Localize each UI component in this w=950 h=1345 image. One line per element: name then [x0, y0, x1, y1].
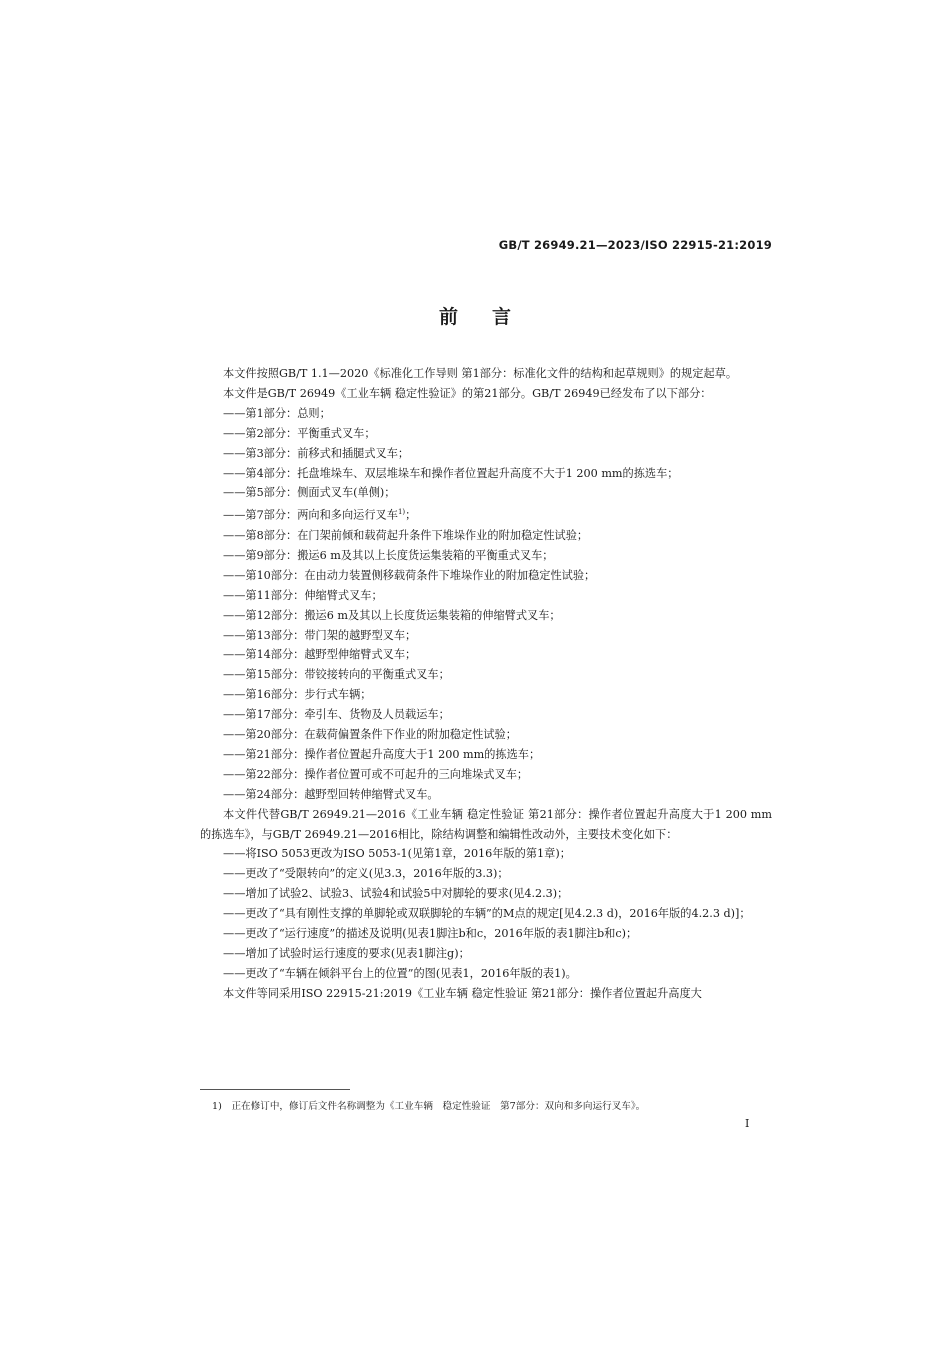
- list-item: ——第9部分：搬运6 m及其以上长度货运集装箱的平衡重式叉车；: [223, 548, 554, 562]
- standard-code-header: GB/T 26949.21—2023/ISO 22915-21:2019: [498, 238, 772, 252]
- list-item: ——第1部分：总则；: [223, 406, 331, 420]
- list-item: ——第5部分：侧面式叉车(单侧)；: [223, 486, 396, 500]
- list-item-text: ——第7部分：两向和多向运行叉车: [223, 509, 398, 523]
- list-item: ——第22部分：操作者位置可或不可起升的三向堆垛式叉车；: [223, 767, 529, 781]
- paragraph-replacement: 本文件代替GB/T 26949.21—2016《工业车辆 稳定性验证 第21部分：操作者位置起升高度大于1 200 mm的拣选车》，与GB/T 26949.21—2016相比，除结构调整和编辑性改动外，主要技术变化如下：: [200, 807, 772, 841]
- changes-list: [200, 844, 772, 983]
- list-item: ——第20部分：在载荷偏置条件下作业的附加稳定性试验；: [223, 728, 517, 742]
- list-item: ——第13部分：带门架的越野型叉车；: [223, 628, 417, 642]
- list-item: ——增加了试验2、试验3、试验4和试验5中对脚轮的要求(见4.2.3)；: [223, 887, 569, 901]
- list-item: ——第24部分：越野型回转伸缩臂式叉车。: [223, 787, 439, 801]
- page-title: 前言: [438, 306, 545, 328]
- list-item: ——第2部分：平衡重式叉车；: [223, 426, 376, 440]
- list-item: ——第21部分：操作者位置起升高度大于1 200 mm的拣选车；: [223, 747, 541, 761]
- list-item: [200, 503, 772, 526]
- list-item: ——更改了“车辆在倾斜平台上的位置”的图(见表1，2016年版的表1)。: [223, 966, 577, 980]
- list-item: ——增加了试验时运行速度的要求(见表1脚注g)；: [223, 947, 470, 961]
- list-item: ——第3部分：前移式和插腿式叉车；: [223, 446, 410, 460]
- list-item: ——将ISO 5053更改为ISO 5053-1(见第1章，2016年版的第1章)；: [223, 847, 571, 861]
- page-number: I: [745, 1117, 750, 1130]
- footnote-ref: 1): [397, 508, 406, 517]
- footnote-divider: [200, 1089, 350, 1090]
- list-item: ——第11部分：伸缩臂式叉车；: [223, 588, 383, 602]
- footnote: 1) 正在修订中，修订后文件名称调整为《工业车辆 稳定性验证 第7部分：双向和多向运行叉车》。: [212, 1101, 646, 1112]
- list-item: ——第12部分：搬运6 m及其以上长度货运集装箱的伸缩臂式叉车；: [223, 608, 561, 622]
- list-item: ——第15部分：带铰接转向的平衡重式叉车；: [223, 668, 450, 682]
- paragraph-series-intro: 本文件是GB/T 26949《工业车辆 稳定性验证》的第21部分。GB/T 26949已经发布了以下部分：: [223, 386, 712, 400]
- list-item: ——更改了“运行速度”的描述及说明(见表1脚注b和c，2016年版的表1脚注b和c)；: [223, 927, 638, 941]
- list-item: ——第14部分：越野型伸缩臂式叉车；: [223, 648, 417, 662]
- list-item: ——第10部分：在由动力装置侧移载荷条件下堆垛作业的附加稳定性试验；: [223, 568, 596, 582]
- list-item: ——第8部分：在门架前倾和载荷起升条件下堆垛作业的附加稳定性试验；: [223, 528, 589, 542]
- list-item: ——第17部分：牵引车、货物及人员载运车；: [223, 708, 450, 722]
- list-item: ——更改了“具有刚性支撑的单脚轮或双联脚轮的车辆”的M点的规定[见4.2.3 d)，2016年版的4.2.3 d)]；: [223, 907, 751, 921]
- paragraph-drafting-rules: 本文件按照GB/T 1.1—2020《标准化工作导则 第1部分：标准化文件的结构和起草规则》的规定起草。: [223, 367, 738, 380]
- parts-list: [200, 404, 772, 805]
- paragraph-adoption: 本文件等同采用ISO 22915-21:2019《工业车辆 稳定性验证 第21部分：操作者位置起升高度大: [223, 986, 702, 1000]
- list-item: ——第4部分：托盘堆垛车、双层堆垛车和操作者位置起升高度不大于1 200 mm的拣选车；: [223, 466, 679, 480]
- list-item: ——更改了“受限转向”的定义(见3.3，2016年版的3.3)；: [223, 867, 509, 881]
- foreword-body: [200, 364, 772, 1004]
- list-item-tail: ；: [405, 509, 417, 523]
- list-item: ——第16部分：步行式车辆；: [223, 688, 372, 702]
